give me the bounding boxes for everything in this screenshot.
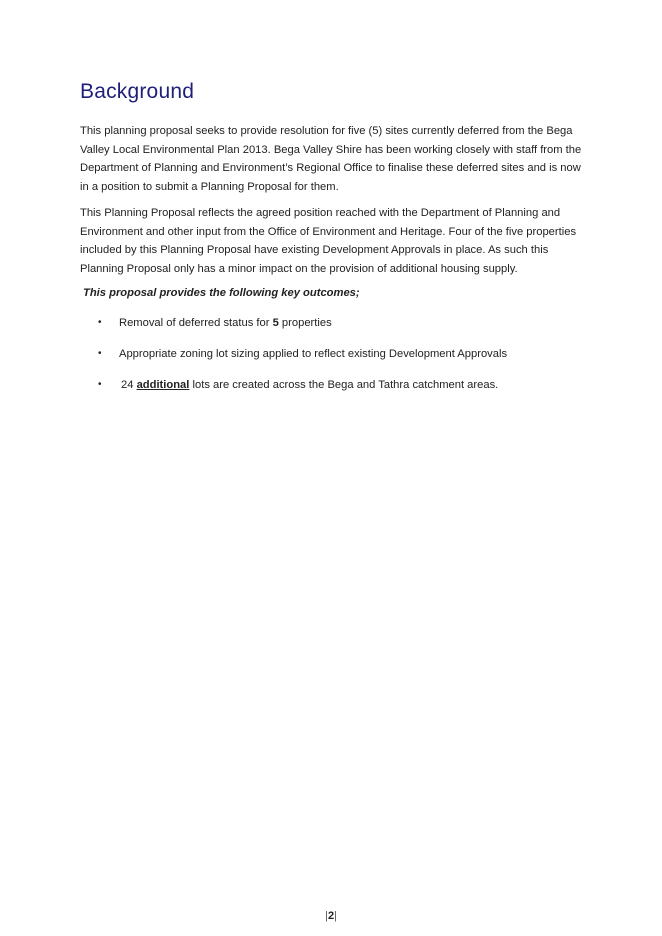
page-footer (0, 910, 662, 922)
outcome-3-after: lots are created across the Bega and Tathra catchment areas. (189, 379, 499, 391)
bullet-icon: • (98, 348, 102, 359)
page-number: 2 (327, 910, 335, 922)
outcome-1-after: properties (278, 317, 332, 329)
outcome-3-emphasis: additional (136, 379, 190, 391)
outcome-2-text: Appropriate zoning lot sizing applied to reflect existing Development Approvals (119, 348, 508, 360)
bullet-icon: • (98, 317, 102, 328)
outcome-3-text (121, 376, 498, 394)
outcome-1-text (119, 314, 332, 332)
footer-bar-left: | (325, 910, 328, 922)
outcome-3-before: 24 (121, 379, 137, 391)
outcome-1-before: Removal of deferred status for (119, 317, 273, 329)
outcome-1-count: 5 (272, 317, 279, 329)
paragraph-2: This Planning Proposal reflects the agreed position reached with the Department of Planning and Environment and other input from the Office of Environment and Heritage. Four of the five properties included by this Planning Proposal have existing Development Approvals in place. As such this Planning Proposal only has a minor impact on the provision of additional housing supply. (80, 207, 577, 275)
paragraph-1: This planning proposal seeks to provide resolution for five (5) sites currently deferred from the Bega Valley Local Environmental Plan 2013. Bega Valley Shire has been working closely with staff from the Department of Planning and Environment’s Regional Office to finalise these deferred sites and is now in a position to submit a Planning Proposal for them. (80, 125, 582, 193)
section-heading: Background (80, 80, 195, 103)
footer-bar-right: | (334, 910, 337, 922)
outcomes-intro: This proposal provides the following key outcomes; (83, 287, 360, 299)
bullet-icon: • (98, 379, 102, 390)
